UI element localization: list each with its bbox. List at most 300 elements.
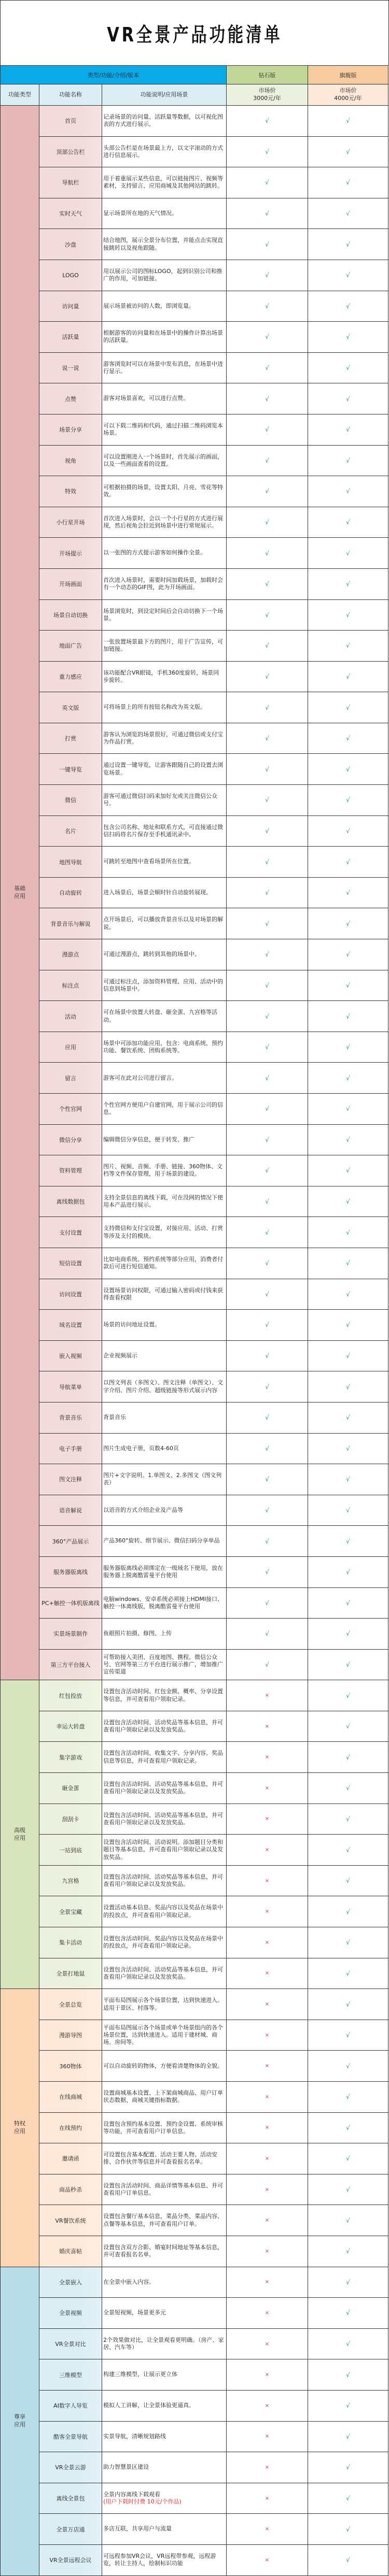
feature-name: VR全景对比	[39, 2328, 102, 2359]
feature-description	[102, 1804, 227, 1835]
feature-description-text: 游客可在此对公司进行留言。	[103, 1074, 177, 1081]
feature-description-text: 展示场景被访问的人数，即浏览量。	[103, 302, 195, 309]
table-row	[1, 1433, 388, 1464]
table-row	[1, 1186, 388, 1217]
check-icon: √	[227, 815, 308, 847]
feature-description	[102, 414, 227, 445]
feature-name: 活跃量	[39, 322, 102, 353]
table-row	[1, 2205, 388, 2236]
feature-description-text: 可在场景中放置大转盘、砸金蛋、九宫格等活动。	[103, 1009, 217, 1023]
feature-description-text: 产品360°旋转、细节展示、微信扫码分享单品	[103, 1537, 220, 1544]
check-icon: √	[227, 1464, 308, 1495]
table-row	[1, 1619, 388, 1650]
check-icon: √	[308, 1279, 388, 1310]
diamond-price-label: 市场价	[258, 87, 276, 94]
check-icon: √	[227, 692, 308, 723]
table-row	[1, 1279, 388, 1310]
feature-name: 开场画面	[39, 568, 102, 599]
table-row	[1, 1865, 388, 1896]
feature-name: LOGO	[39, 260, 102, 291]
feature-description	[102, 2205, 227, 2236]
table-row	[1, 754, 388, 785]
check-icon: √	[308, 1680, 388, 1711]
feature-description-text: 个性官网方便用户自建官网，用于展示公司的信息。	[103, 1101, 223, 1116]
feature-name: 九宫格	[39, 1865, 102, 1896]
feature-name: 幸运大转盘	[39, 1711, 102, 1742]
check-icon: √	[227, 939, 308, 970]
feature-description-text: 进入场景后，场景会顺时针自动旋转展现。	[103, 889, 212, 896]
feature-name: 在线预约	[39, 2112, 102, 2143]
check-icon: √	[308, 198, 388, 229]
check-icon: √	[227, 260, 308, 291]
check-icon: √	[227, 1032, 308, 1063]
feature-description	[102, 568, 227, 599]
feature-description-text: 场景的访问地址设置。	[103, 1321, 160, 1328]
check-icon: √	[227, 1094, 308, 1125]
feature-description	[102, 2483, 227, 2514]
cross-icon: ×	[227, 2328, 308, 2359]
cross-icon: ×	[227, 2390, 308, 2421]
table-row	[1, 2544, 388, 2575]
feature-name: VR餐饮系统	[39, 2205, 102, 2236]
feature-description	[102, 2143, 227, 2174]
table-row	[1, 2112, 388, 2143]
check-icon: √	[308, 2267, 388, 2298]
feature-description	[102, 352, 227, 383]
table-row	[1, 2514, 388, 2545]
feature-description-text: 可以设置刚进入一个场景时，首先展示的画面，以及一些画面查看的设置。	[103, 453, 223, 467]
feature-description-text: 可将场景上的所有按钮名称改为英文版。	[103, 704, 206, 711]
feature-description	[102, 2174, 227, 2205]
table-row	[1, 1155, 388, 1186]
feature-description	[102, 2328, 227, 2359]
feature-description-text: 全景短视频，场景更多元	[103, 2309, 166, 2316]
feature-description-text: 可以自动旋转的物体，方便看清楚物体的全貌。	[103, 2062, 223, 2069]
table-row	[1, 2236, 388, 2267]
cross-icon: ×	[227, 2143, 308, 2174]
check-icon: √	[308, 1186, 388, 1217]
check-icon: √	[308, 1742, 388, 1773]
feature-description	[102, 1742, 227, 1773]
check-icon: √	[227, 507, 308, 538]
header-row-versions	[1, 66, 388, 84]
check-icon: √	[308, 2483, 388, 2514]
check-icon: √	[227, 229, 308, 260]
table-row	[1, 2143, 388, 2174]
feature-description	[102, 1340, 227, 1371]
feature-description-text: 支持微信和支付宝设置，对接应用、活动、打赏等涉及支付的模块。	[103, 1225, 223, 1239]
check-icon: √	[308, 1248, 388, 1279]
feature-name: 三维模型	[39, 2359, 102, 2391]
check-icon: √	[227, 970, 308, 1001]
table-row	[1, 2452, 388, 2483]
feature-description-text: 以图文列表（多图文）、图文注释（单图文）、文字介绍、图片介绍、超级链接等形式展示内容	[103, 1379, 223, 1394]
check-icon: √	[227, 847, 308, 878]
check-icon: √	[308, 939, 388, 970]
table-row	[1, 1402, 388, 1433]
feature-description	[102, 2112, 227, 2143]
feature-description-text: 全景内容离线下载观看	[103, 2491, 160, 2498]
feature-description-text: 首次进入场景时，会以一个小行星的方式进行展现，然后视角会拉近到场景中进行常规展示。	[103, 514, 223, 529]
check-icon: √	[227, 1279, 308, 1310]
feature-description-text: 根据游客的访问量和在场景中的操作计算出场景的活跃量。	[103, 330, 223, 344]
check-icon: √	[308, 2020, 388, 2051]
table-row	[1, 1556, 388, 1587]
feature-name: 嵌入视频	[39, 1340, 102, 1371]
check-icon: √	[308, 1340, 388, 1371]
check-icon: √	[227, 1649, 308, 1680]
feature-description-text: 设置包含活动时间、活动奖品等基本信息，并可查看用户领取记录以及发放奖品。	[103, 1811, 223, 1826]
check-icon: √	[227, 198, 308, 229]
feature-name: VR全景云游	[39, 2452, 102, 2483]
table-row	[1, 2051, 388, 2082]
check-icon: √	[227, 1402, 308, 1433]
feature-name: 名片	[39, 815, 102, 847]
category-cell	[1, 1680, 39, 1989]
feature-description-text: 鱼眼照片拍摄、修图、上传	[103, 1630, 172, 1637]
table-row	[1, 260, 388, 291]
feature-name: 微信分享	[39, 1124, 102, 1155]
check-icon: √	[308, 847, 388, 878]
check-icon: √	[227, 1433, 308, 1464]
feature-description-text: 企业视频展示	[103, 1352, 137, 1359]
check-icon: √	[308, 599, 388, 631]
feature-description-text: 图片、视频、音频、手册、链接、360物体、文档等文件保存管理，用于场景的建设。	[103, 1163, 223, 1178]
check-icon: √	[308, 2051, 388, 2082]
feature-description-text: 2个效果做对比，让全景观看更明确。（房产、家居、汽车等）	[103, 2336, 224, 2351]
feature-name: 背景音乐与解说	[39, 908, 102, 939]
check-icon: √	[308, 2205, 388, 2236]
feature-name: 电子手册	[39, 1433, 102, 1464]
feature-name: 第三方平台接入	[39, 1649, 102, 1680]
check-icon: √	[308, 1835, 388, 1866]
feature-description	[102, 1063, 227, 1094]
feature-description	[102, 1619, 227, 1650]
feature-description-text: 记录场景的访问量、活跃量等数据，以可视化图表的方式进行展示。	[103, 113, 223, 128]
col-type-header: 功能类型	[1, 84, 39, 106]
feature-name: 背景音乐	[39, 1402, 102, 1433]
check-icon: √	[308, 538, 388, 569]
table-row	[1, 2020, 388, 2051]
feature-description-text: 构建三维模型，让展示更立体	[103, 2371, 177, 2378]
cross-icon: ×	[227, 1742, 308, 1773]
feature-description	[102, 1124, 227, 1155]
check-icon: √	[227, 538, 308, 569]
feature-description-text: 编辑微信分享信息，便于转发、推广	[103, 1136, 195, 1143]
category-label: 尊享应用	[14, 2413, 25, 2428]
feature-name: 地面广告	[39, 631, 102, 662]
table-row	[1, 1248, 388, 1279]
feature-description-text: 显示场景所在地的天气情况。	[103, 209, 177, 217]
check-icon: √	[308, 260, 388, 291]
table-row	[1, 815, 388, 847]
feature-description-note: (用户下载时付费 10元/个作品)	[103, 2498, 182, 2506]
check-icon: √	[308, 2112, 388, 2143]
table-row	[1, 476, 388, 507]
check-icon: √	[227, 568, 308, 599]
feature-name: 个性官网	[39, 1094, 102, 1125]
check-icon: √	[227, 631, 308, 662]
feature-description-text: 设置包含活动时间、收集文字、分享内容、奖品信息等信息，并可查看用户领取记录。	[103, 1750, 223, 1764]
check-icon: √	[227, 754, 308, 785]
cross-icon: ×	[227, 1896, 308, 1927]
check-icon: √	[308, 1433, 388, 1464]
table-row	[1, 1001, 388, 1032]
feature-name: VR全景远程会议	[39, 2544, 102, 2575]
cross-icon: ×	[227, 1711, 308, 1742]
table-row	[1, 1927, 388, 1958]
feature-name: 一键导览	[39, 754, 102, 785]
check-icon: √	[308, 1896, 388, 1927]
feature-description	[102, 1371, 227, 1403]
check-icon: √	[308, 1989, 388, 2020]
feature-description	[102, 507, 227, 538]
feature-description	[102, 538, 227, 569]
feature-description-text: 服务器版离线必须绑定在一级域名下使用，放在服务器上脱离酷雷曼平台使用	[103, 1564, 223, 1579]
table-row	[1, 1649, 388, 1680]
feature-description	[102, 476, 227, 507]
feature-description	[102, 322, 227, 353]
table-row	[1, 785, 388, 816]
check-icon: √	[308, 723, 388, 754]
feature-description	[102, 1649, 227, 1680]
cross-icon: ×	[227, 2205, 308, 2236]
feature-name: 360物体	[39, 2051, 102, 2082]
table-row	[1, 229, 388, 260]
feature-name: 短信设置	[39, 1248, 102, 1279]
feature-description-text: 模拟人工讲解，让全景体验更逼真。	[103, 2402, 195, 2409]
cross-icon: ×	[227, 2112, 308, 2143]
check-icon: √	[227, 291, 308, 322]
feature-description	[102, 1186, 227, 1217]
table-row	[1, 198, 388, 229]
check-icon: √	[308, 877, 388, 908]
feature-name: 在线商城	[39, 2082, 102, 2113]
table-row	[1, 2328, 388, 2359]
check-icon: √	[308, 2298, 388, 2329]
feature-description	[102, 1526, 227, 1557]
cross-icon: ×	[227, 1865, 308, 1896]
feature-description-text: 设置包含活动时间、活动奖品等基本信息，并可查看用户领取记录以及发放奖品。	[103, 1781, 223, 1795]
feature-description	[102, 2452, 227, 2483]
check-icon: √	[308, 383, 388, 414]
diamond-price: 3000元/年	[253, 95, 281, 102]
check-icon: √	[308, 2544, 388, 2575]
check-icon: √	[227, 661, 308, 692]
category-label: 特权应用	[14, 2120, 25, 2135]
feature-name: 沙盘	[39, 229, 102, 260]
feature-name: 婚庆喜帖	[39, 2236, 102, 2267]
check-icon: √	[308, 1032, 388, 1063]
table-row	[1, 631, 388, 662]
table-row	[1, 1124, 388, 1155]
table-row	[1, 1742, 388, 1773]
feature-description	[102, 1032, 227, 1063]
feature-description	[102, 1587, 227, 1619]
table-row	[1, 1711, 388, 1742]
feature-description	[102, 2421, 227, 2452]
feature-description-text: 设置包含活动时间、活动奖品等基本信息，并可查看用户领取记录以及发放奖品。	[103, 1966, 223, 1980]
feature-description	[102, 1217, 227, 1248]
feature-description-text: 设置包含活动时间、活动奖品等基本信息，并可查看用户领取记录以及发放奖品。	[103, 1873, 223, 1888]
feature-description	[102, 2390, 227, 2421]
check-icon: √	[308, 1310, 388, 1341]
page-title-bar	[0, 0, 389, 65]
feature-name: 全景万店通	[39, 2514, 102, 2545]
feature-description	[102, 2020, 227, 2051]
feature-name: 全景宝藏	[39, 1896, 102, 1927]
feature-name: 地图导航	[39, 847, 102, 878]
feature-description	[102, 2544, 227, 2575]
check-icon: √	[308, 692, 388, 723]
feature-description-text: 平面布局图展示各个场景位置，达到快速进入。适用于景区、村落等。	[103, 1997, 223, 2011]
check-icon: √	[227, 1619, 308, 1650]
table-row	[1, 1804, 388, 1835]
feature-description-text: 可通过标注点，添加资料管理、应用、活动中的信息到场景中。	[103, 978, 223, 992]
feature-description-text: 图片+文字说明。1.单图文、2.多图文（图文列表）	[103, 1472, 222, 1486]
feature-name: 刮刮卡	[39, 1804, 102, 1835]
feature-description	[102, 785, 227, 816]
feature-name: 支付设置	[39, 1217, 102, 1248]
check-icon: √	[308, 568, 388, 599]
check-icon: √	[227, 167, 308, 198]
cross-icon: ×	[227, 1958, 308, 1989]
table-row	[1, 908, 388, 939]
feature-description	[102, 1896, 227, 1927]
feature-name: 图文注释	[39, 1464, 102, 1495]
check-icon: √	[227, 1587, 308, 1619]
feature-description-text: 点开场景后，可以播放背景音乐以及对场景的解说。	[103, 916, 223, 931]
check-icon: √	[308, 815, 388, 847]
feature-description-text: 用于着重展示某些信息，可以链接图片、视频等素材，支持留言、应用商城及其他网站的跳转。	[103, 175, 223, 190]
cross-icon: ×	[227, 2051, 308, 2082]
feature-name: 标注点	[39, 970, 102, 1001]
check-icon: √	[227, 1063, 308, 1094]
feature-name: 实景场景制作	[39, 1619, 102, 1650]
feature-description-text: 结合地图，展示全景分布位置，并能点击实现直接跳转以及视角跟随。	[103, 237, 223, 251]
feature-description-text: 设置包含活动时间、奖品内容以及奖品在场景中的投放点，并可查看用户领取记录。	[103, 1935, 223, 1950]
cross-icon: ×	[227, 2267, 308, 2298]
check-icon: √	[227, 1186, 308, 1217]
feature-description-text: 场景中可添加功能应用，包含：电商系统、预约功能、餐饮系统、团购系统等。	[103, 1039, 223, 1054]
check-icon: √	[227, 106, 308, 137]
feature-description	[102, 908, 227, 939]
table-row	[1, 167, 388, 198]
feature-description-text: 以语音的方式介绍企业及产品等	[103, 1506, 183, 1513]
check-icon: √	[308, 1063, 388, 1094]
table-row	[1, 1217, 388, 1248]
feature-description	[102, 1835, 227, 1866]
feature-description	[102, 1989, 227, 2020]
feature-description-text: 游客认为浏览的场景很好，可通过微信或支付宝为作品打赏。	[103, 731, 223, 746]
feature-description	[102, 445, 227, 476]
feature-name: 资料管理	[39, 1155, 102, 1186]
check-icon: √	[308, 1958, 388, 1989]
cross-icon: ×	[227, 2483, 308, 2514]
cross-icon: ×	[227, 1773, 308, 1804]
feature-description	[102, 723, 227, 754]
check-icon: √	[227, 476, 308, 507]
table-row	[1, 414, 388, 445]
table-row	[1, 847, 388, 878]
cross-icon: ×	[227, 2544, 308, 2575]
table-row	[1, 661, 388, 692]
feature-description-text: 支持全景信息的离线下载，可在没网的情况下使用本产品进行展示。	[103, 1194, 223, 1209]
table-row	[1, 1371, 388, 1403]
feature-name: 小行星开场	[39, 507, 102, 538]
feature-description	[102, 2298, 227, 2329]
header-flagship: 旗舰版	[308, 66, 388, 84]
feature-name: 访问设置	[39, 1279, 102, 1310]
cross-icon: ×	[227, 2452, 308, 2483]
check-icon: √	[308, 1124, 388, 1155]
feature-description	[102, 2359, 227, 2391]
feature-description	[102, 2082, 227, 2113]
feature-description-text: 设置包含活动时间、商品详情等基本信息、并可查看用户订单信息。	[103, 2182, 223, 2197]
feature-description-text: 设置场景访问权限，可通过输入密码或付钱来获得查看权限	[103, 1286, 223, 1301]
feature-description-text: 图片生成电子册，页数4-60页	[103, 1444, 179, 1452]
feature-name: 服务器版离线	[39, 1556, 102, 1587]
feature-description	[102, 599, 227, 631]
header-row-columns	[1, 84, 388, 106]
feature-name: 域名设置	[39, 1310, 102, 1341]
check-icon: √	[227, 1526, 308, 1557]
table-row	[1, 291, 388, 322]
feature-description	[102, 1402, 227, 1433]
feature-description-text: 设置包含预约基本设置、预约金设置、系统审核等功能，并可查看用户订单信息。	[103, 2120, 223, 2135]
feature-description	[102, 291, 227, 322]
table-row	[1, 1958, 388, 1989]
check-icon: √	[308, 1001, 388, 1032]
feature-description	[102, 1711, 227, 1742]
feature-name: 集卡活动	[39, 1927, 102, 1958]
feature-name: 离线数据包	[39, 1186, 102, 1217]
feature-name: 全景嵌入	[39, 2267, 102, 2298]
check-icon: √	[227, 1556, 308, 1587]
cross-icon: ×	[227, 1989, 308, 2020]
table-row	[1, 136, 388, 167]
feature-description-text: 头部公告栏是在场景最上方，以文字滚动的方式进行信息展示。	[103, 144, 223, 159]
check-icon: √	[308, 1402, 388, 1433]
category-label: 基础应用	[14, 885, 25, 900]
table-row	[1, 2483, 388, 2514]
feature-description	[102, 815, 227, 847]
check-icon: √	[308, 2421, 388, 2452]
check-icon: √	[308, 476, 388, 507]
feature-description	[102, 1433, 227, 1464]
feature-name: 语音解说	[39, 1495, 102, 1526]
check-icon: √	[308, 1556, 388, 1587]
check-icon: √	[227, 1340, 308, 1371]
check-icon: √	[308, 1094, 388, 1125]
table-row	[1, 383, 388, 414]
feature-name: 访问量	[39, 291, 102, 322]
table-row	[1, 692, 388, 723]
check-icon: √	[308, 136, 388, 167]
feature-name: 场景分享	[39, 414, 102, 445]
feature-description	[102, 106, 227, 137]
check-icon: √	[227, 1495, 308, 1526]
cross-icon: ×	[227, 2174, 308, 2205]
table-row	[1, 1340, 388, 1371]
feature-description	[102, 198, 227, 229]
feature-description-text: 场景浏览时，到设定时间后会自动切换下一个场景。	[103, 607, 223, 622]
check-icon: √	[308, 2143, 388, 2174]
check-icon: √	[227, 1001, 308, 1032]
feature-description-text: 设置包含活动时间、活动说明。添加题目分类和题目等基本信息，并可查看用户领取记录以及发放奖品。	[103, 1839, 223, 1861]
feature-description-text: 游客可通过微信扫码来加好友或关注微信公众号。	[103, 793, 217, 807]
feature-name: 一站到底	[39, 1835, 102, 1866]
